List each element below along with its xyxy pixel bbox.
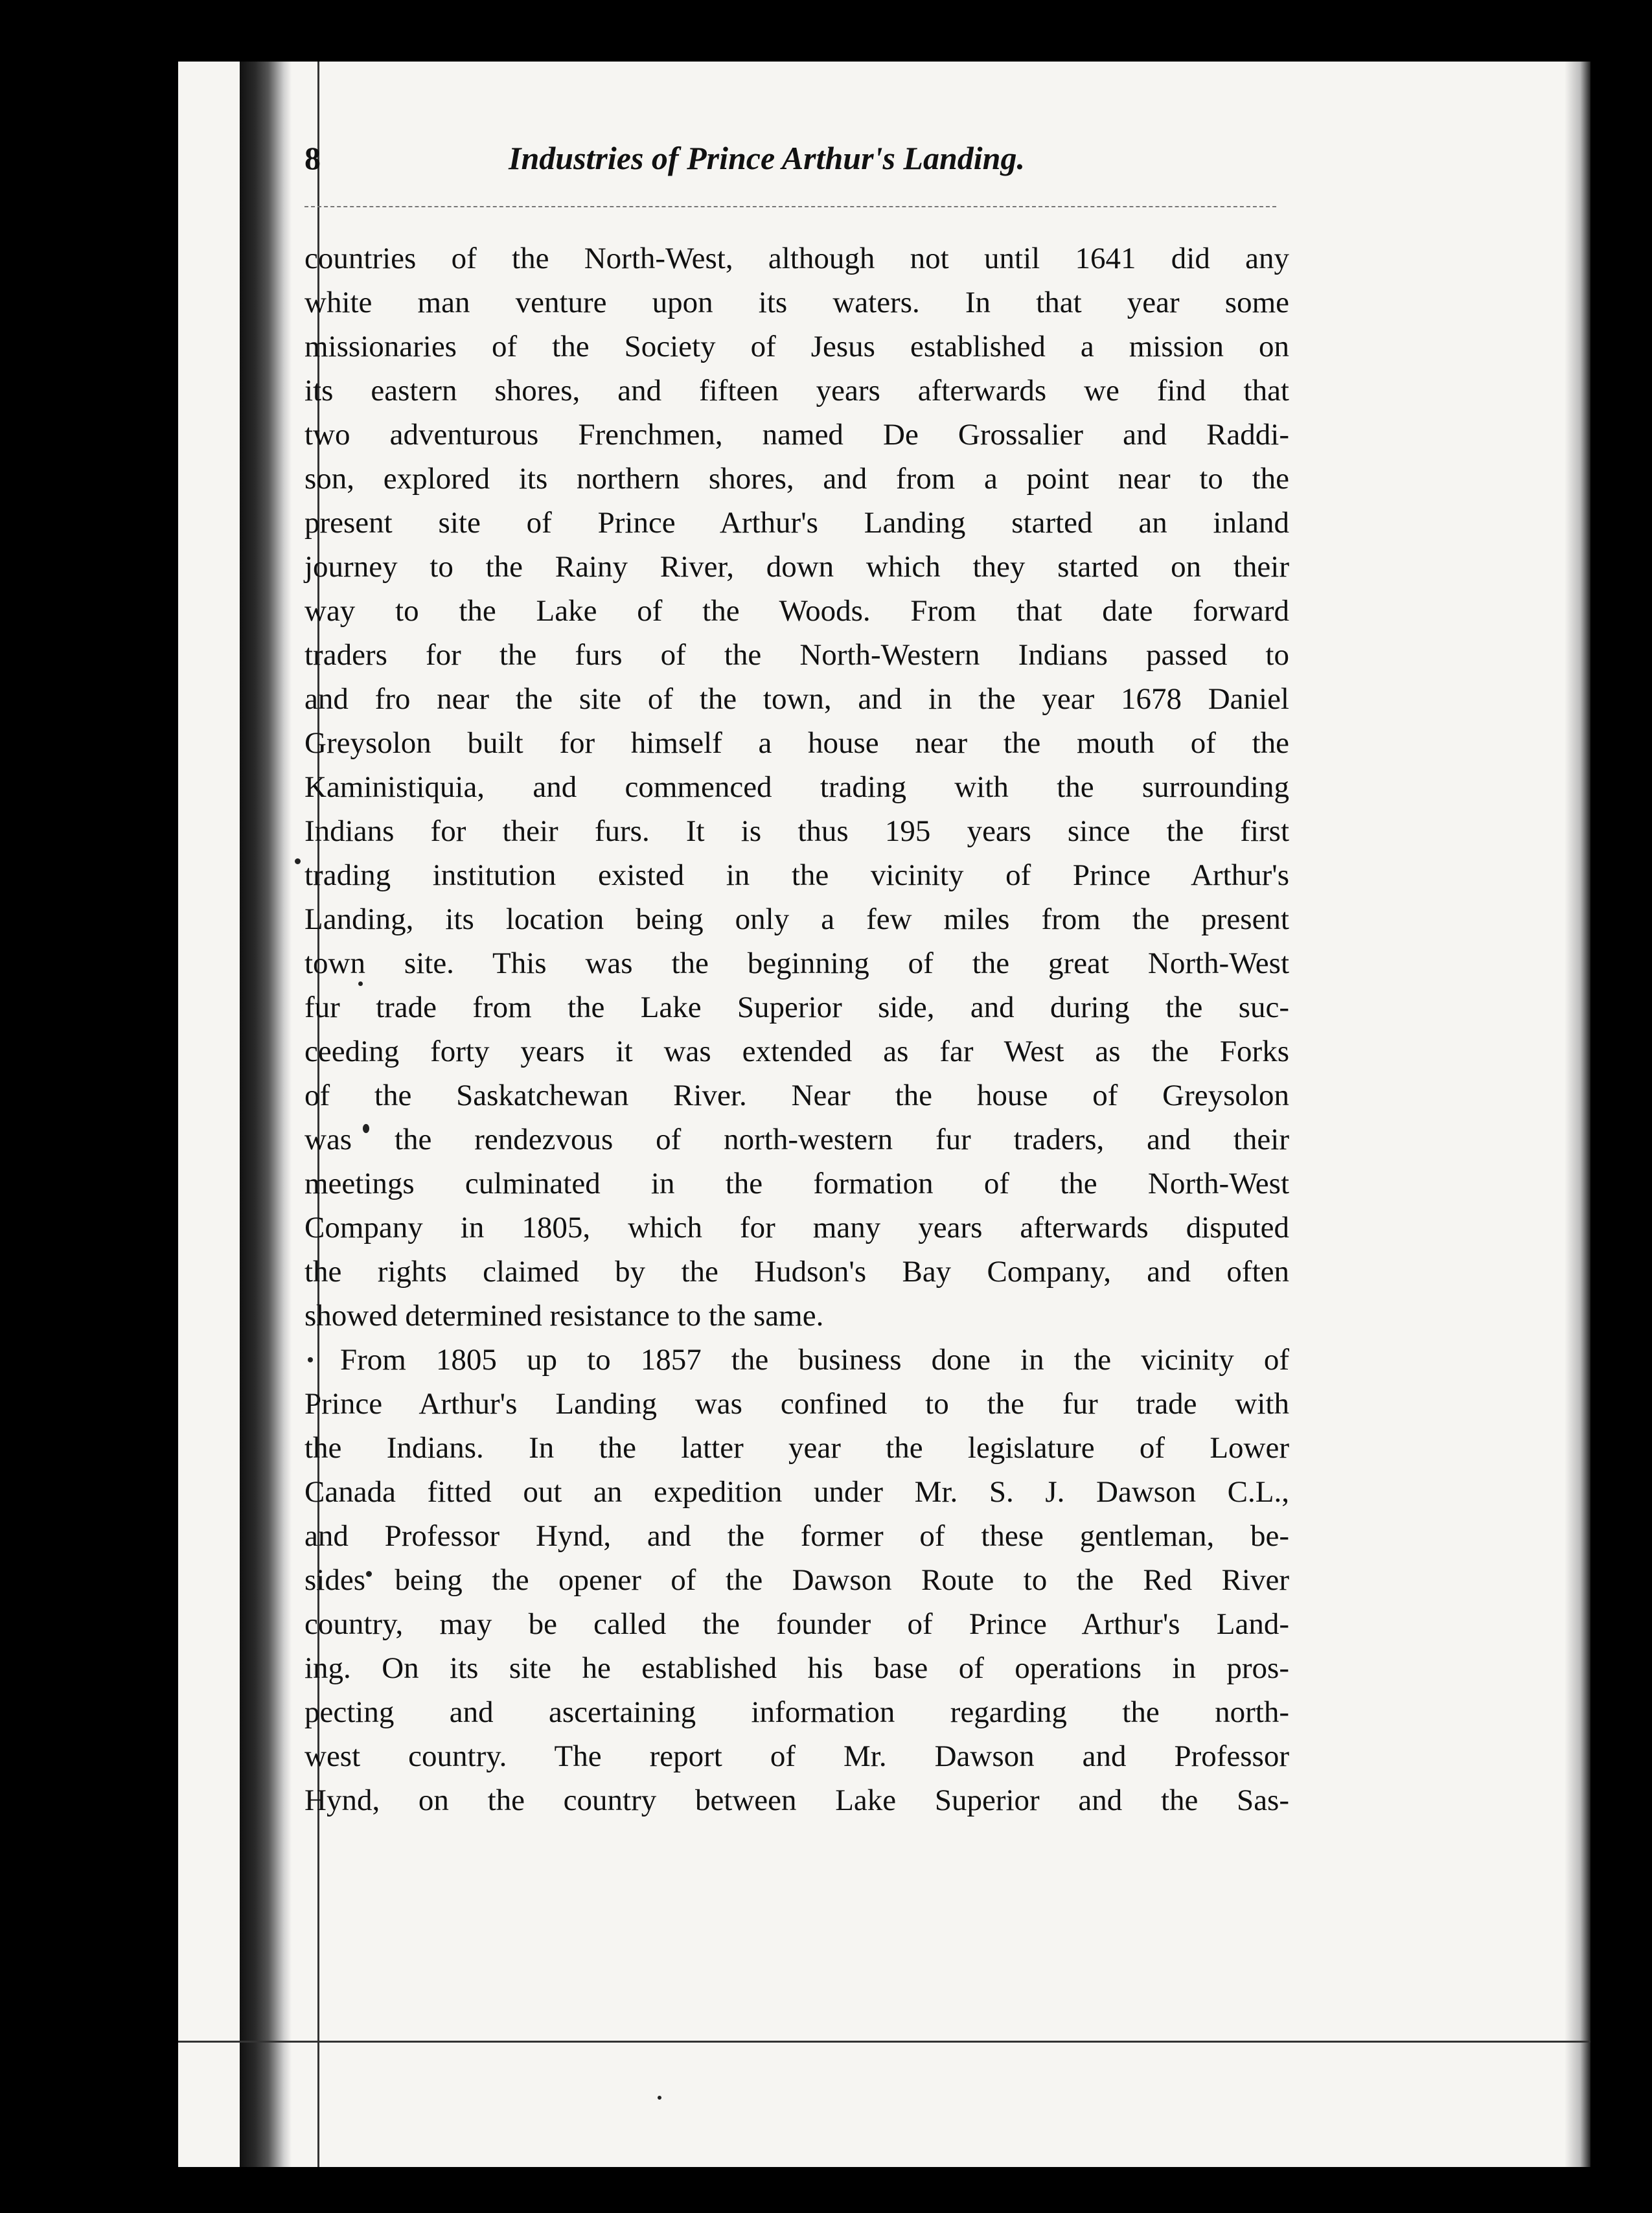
text-line: was the rendezvous of north-western fur traders, and their <box>304 1123 1289 1156</box>
text-line: countries of the North-West, although not until 1641 did any <box>304 242 1289 275</box>
text-line: the rights claimed by the Hudson's Bay Company, and often <box>304 1255 1289 1289</box>
text-line: trading institution existed in the vicinity of Prince Arthur's <box>304 858 1289 892</box>
text-line: ing. On its site he established his base of operations in pros- <box>304 1651 1289 1685</box>
text-line: ceeding forty years it was extended as far West as the Forks <box>304 1035 1289 1068</box>
text-line: journey to the Rainy River, down which they started on their <box>304 550 1289 584</box>
text-line: son, explored its northern shores, and from a point near to the <box>304 462 1289 496</box>
scan-speck <box>658 2096 661 2100</box>
text-line: showed determined resistance to the same. <box>304 1299 824 1333</box>
text-line: fur trade from the Lake Superior side, and during the suc- <box>304 991 1289 1024</box>
text-line: the Indians. In the latter year the legislature of Lower <box>304 1431 1289 1465</box>
text-line: Greysolon built for himself a house near the mouth of the <box>304 726 1289 760</box>
text-line: Indians for their furs. It is thus 195 years since the first <box>304 814 1289 848</box>
text-line: and Professor Hynd, and the former of these gentleman, be- <box>304 1519 1289 1553</box>
text-line: Hynd, on the country between Lake Superior and the Sas- <box>304 1783 1289 1817</box>
text-line: and fro near the site of the town, and in the year 1678 Daniel <box>304 682 1289 716</box>
text-line: west country. The report of Mr. Dawson and Professor <box>304 1739 1289 1773</box>
text-line: Company in 1805, which for many years afterwards disputed <box>304 1211 1289 1244</box>
scan-speck <box>295 858 301 864</box>
text-line: missionaries of the Society of Jesus established a mission on <box>304 330 1289 363</box>
page-header <box>304 139 1283 204</box>
text-line: present site of Prince Arthur's Landing started an inland <box>304 506 1289 540</box>
text-line: its eastern shores, and fifteen years afterwards we find that <box>304 374 1289 407</box>
text-line: town site. This was the beginning of the great North-West <box>304 946 1289 980</box>
header-rule <box>304 206 1276 207</box>
text-line: white man venture upon its waters. In that year some <box>304 286 1289 319</box>
text-line: way to the Lake of the Woods. From that date forward <box>304 594 1289 628</box>
text-line: From 1805 up to 1857 the business done in the vicinity of <box>340 1343 1289 1377</box>
running-head: Industries of Prince Arthur's Landing. <box>509 140 1025 176</box>
text-line: Prince Arthur's Landing was confined to the fur trade with <box>304 1387 1289 1421</box>
text-line: traders for the furs of the North-Western Indians passed to <box>304 638 1289 672</box>
text-line: meetings culminated in the formation of the North-West <box>304 1167 1289 1200</box>
text-line: Canada fitted out an expedition under Mr. S. J. Dawson C.L., <box>304 1475 1289 1509</box>
page-binding-shadow <box>240 62 292 2167</box>
text-line: Kaministiquia, and commenced trading with the surrounding <box>304 770 1289 804</box>
body-text <box>304 236 1289 1822</box>
text-line: country, may be called the founder of Prince Arthur's Land- <box>304 1607 1289 1641</box>
text-line: pecting and ascertaining information regarding the north- <box>304 1695 1289 1729</box>
bottom-edge-line <box>178 2041 1590 2043</box>
text-line: Landing, its location being only a few miles from the present <box>304 902 1289 936</box>
page-number: 8 <box>304 140 321 176</box>
text-line: two adventurous Frenchmen, named De Grossalier and Raddi- <box>304 418 1289 452</box>
page-right-edge <box>1565 62 1590 2167</box>
text-line: sides being the opener of the Dawson Route to the Red River <box>304 1563 1289 1597</box>
text-line: of the Saskatchewan River. Near the house of Greysolon <box>304 1079 1289 1112</box>
